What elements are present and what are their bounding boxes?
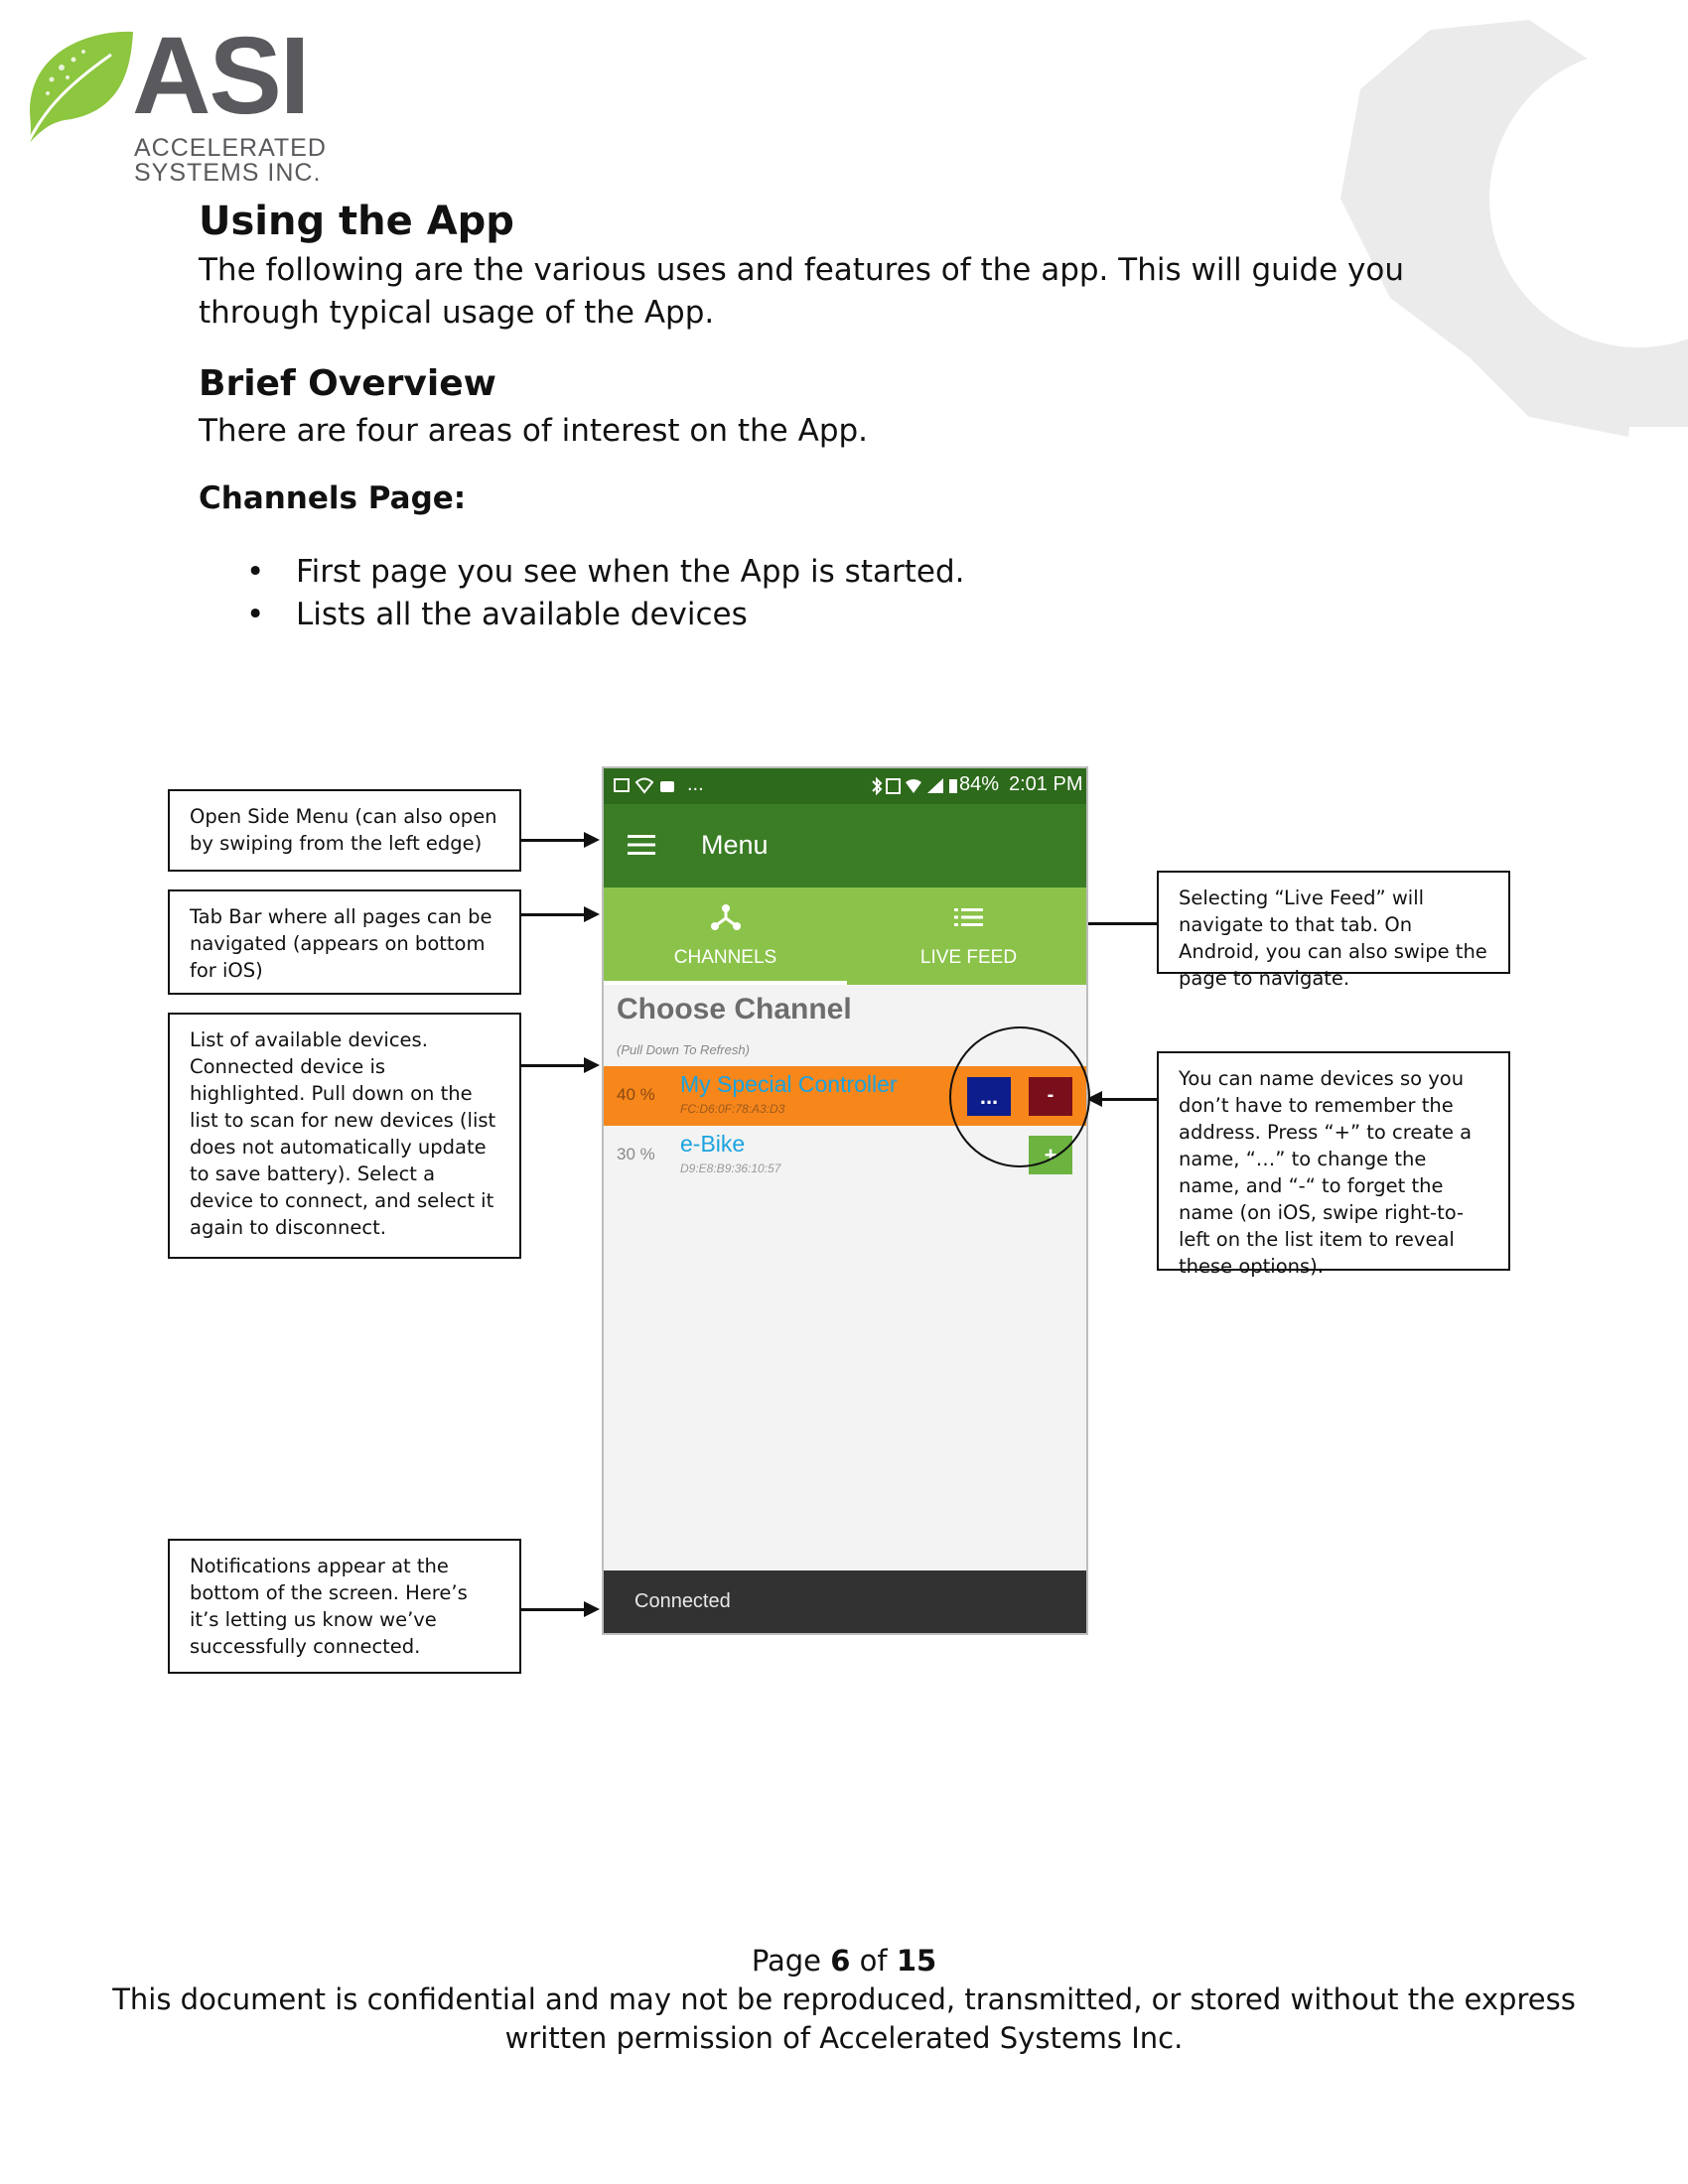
app-bar	[604, 804, 1086, 887]
page-title: Choose Channel	[617, 993, 852, 1025]
status-time: 2:01 PM	[1009, 773, 1083, 795]
logo-line-2: SYSTEMS INC.	[134, 159, 322, 187]
page-of: of	[859, 1944, 888, 1978]
phone-screenshot	[602, 766, 1088, 1635]
device-battery: 30 %	[617, 1145, 655, 1163]
app-title: Menu	[701, 830, 769, 860]
callout-device-list: List of available devices. Connected device is highlighted. Pull down on the list to scan for new devices (list does not automatically update to save battery). Select a device to connect, and select it again to disconnect.	[168, 1013, 521, 1259]
arrow-head-icon	[584, 832, 600, 848]
device-battery: 40 %	[617, 1085, 655, 1104]
tab-bar	[604, 887, 1086, 985]
bullet-item-2: Lists all the available devices	[296, 597, 748, 632]
section-title-channels-page: Channels Page:	[199, 480, 467, 516]
gear-watermark	[1172, 0, 1688, 477]
device-name: My Special Controller	[680, 1071, 898, 1097]
section-title-brief-overview: Brief Overview	[199, 363, 496, 404]
bullet-dot-icon: •	[246, 554, 265, 590]
device-address: FC:D6:0F:78:A3:D3	[680, 1102, 785, 1116]
page-total: 15	[896, 1944, 937, 1978]
rename-device-button[interactable]: ...	[967, 1077, 1011, 1116]
callout-live-feed: Selecting “Live Feed” will navigate to that tab. On Android, you can also swipe the page to navigate.	[1157, 871, 1510, 974]
page-prefix: Page	[751, 1944, 822, 1978]
forget-name-button[interactable]: -	[1029, 1077, 1072, 1116]
callout-notifications: Notifications appear at the bottom of the screen. Here’s it’s letting us know we’ve successfully connected.	[168, 1539, 521, 1674]
arrow-head-icon	[584, 906, 600, 922]
arrow-head-icon	[584, 1057, 600, 1073]
callout-naming: You can name devices so you don’t have to remember the address. Press “+” to create a name, “…” to change the name, and “-“ to forget the name (on iOS, swipe right-to-left on the list item to reveal these options).	[1157, 1051, 1510, 1271]
highlight-circle	[949, 1026, 1090, 1167]
callout-side-menu: Open Side Menu (can also open by swiping from the left edge)	[168, 789, 521, 872]
status-battery-percent: 84%	[959, 773, 1000, 795]
pull-to-refresh-hint: (Pull Down To Refresh)	[617, 1042, 750, 1057]
channels-share-icon	[711, 903, 741, 931]
arrow-naming	[1102, 1098, 1157, 1101]
tab-live-feed-label: LIVE FEED	[919, 947, 1018, 968]
confidentiality-line-1: This document is confidential and may not be reproduced, transmitted, or stored without the express	[112, 1982, 1576, 2016]
logo-wordmark: ASI	[132, 15, 309, 137]
arrow-tab-bar	[521, 913, 586, 916]
status-overflow: ...	[687, 773, 704, 795]
device-name: e-Bike	[680, 1131, 746, 1157]
status-bar	[604, 768, 1086, 804]
arrow-notifications	[521, 1608, 586, 1611]
arrow-side-menu	[521, 839, 586, 842]
logo-line-1: ACCELERATED	[134, 134, 327, 162]
page-number	[0, 1944, 1688, 1978]
status-notification-icons	[614, 776, 687, 796]
add-name-button[interactable]: +	[1029, 1136, 1072, 1174]
status-system-icons	[870, 776, 959, 796]
logo-leaf-icon	[22, 30, 141, 149]
using-body-text: The following are the various uses and features of the app. This will guide you through typical usage of the App.	[199, 252, 1405, 331]
tab-live-feed[interactable]	[847, 887, 1088, 985]
bullet-dot-icon: •	[246, 597, 265, 632]
arrow-head-icon	[584, 1601, 600, 1617]
menu-hamburger-icon[interactable]	[628, 834, 655, 856]
snackbar-notification	[604, 1570, 1086, 1633]
live-feed-list-icon	[954, 907, 984, 927]
tab-channels[interactable]	[604, 887, 847, 985]
device-address: D9:E8:B9:36:10:57	[680, 1161, 781, 1175]
tab-channels-label: CHANNELS	[673, 947, 777, 968]
overview-body-text: There are four areas of interest on the App.	[199, 413, 869, 449]
arrow-device-list	[521, 1064, 586, 1067]
snackbar-message: Connected	[634, 1590, 731, 1612]
bullet-item-1: First page you see when the App is started.	[296, 554, 965, 590]
confidentiality-line-2: written permission of Accelerated Systems Inc.	[504, 2021, 1184, 2055]
page-current: 6	[830, 1944, 851, 1978]
callout-tab-bar: Tab Bar where all pages can be navigated (appears on bottom for iOS)	[168, 889, 521, 995]
section-title-using-the-app: Using the App	[199, 199, 514, 244]
